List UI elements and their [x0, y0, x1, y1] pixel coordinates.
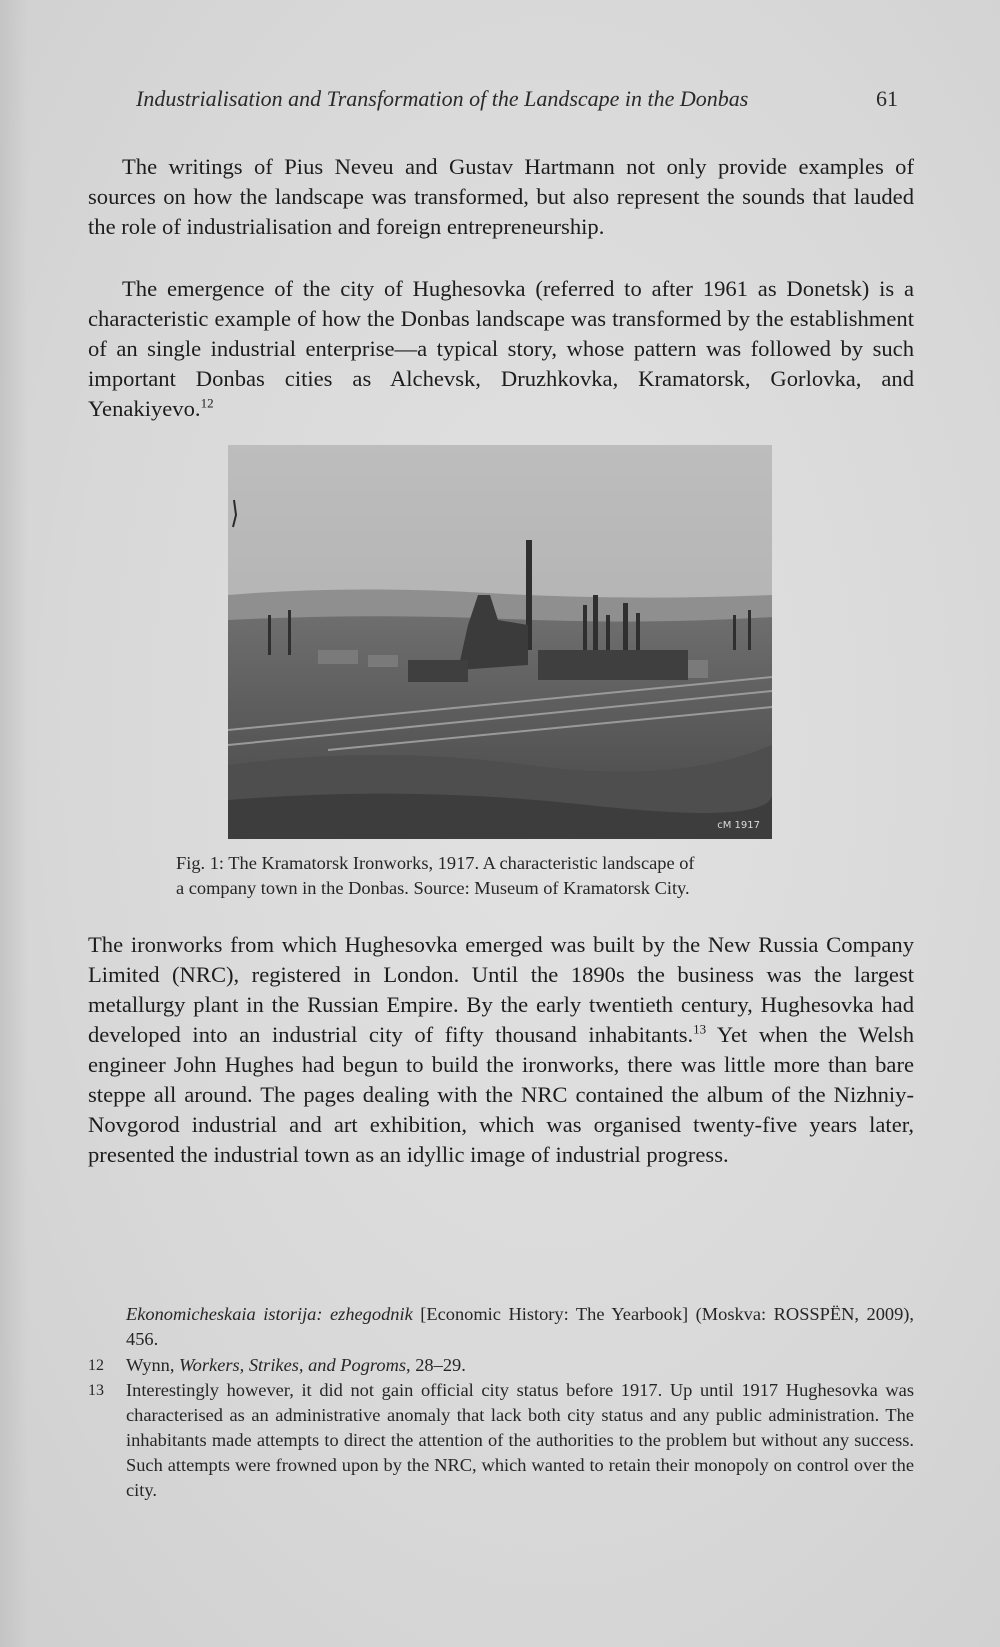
paragraph-3-text-a: The ironworks from which Hughesovka emerged was built by the New Russia Company Limited (NRC), registered in London. Until the 1890s the business was the largest metallurgy plant in the Russian Empire. By the early twentieth century, Hughesovka had developed into an industrial city of fifty thousand inhabitants. [88, 932, 914, 1047]
paragraph-2 [88, 274, 914, 424]
footnote-continued-title: Ekonomicheskaia istorija: ezhegodnik [126, 1304, 413, 1324]
paragraph-3 [88, 930, 914, 1170]
ironworks-photo-image [228, 445, 772, 839]
footnote-12-title: Workers, Strikes, and Pogroms [179, 1355, 407, 1375]
footnote-ref-12: 12 [200, 395, 214, 411]
footnote-13-text: Interestingly however, it did not gain official city status before 1917. Up until 1917 Hughesovka was characterised as an administrative anomaly that lack both city status and any public administration. The inhabitants made attempts to direct the attention of the authorities to the problem but without any success. Such attempts were frowned upon by the NRC, which wanted to retain their monopoly on control over the city. [126, 1380, 914, 1500]
page-number: 61 [876, 86, 898, 111]
footnote-12-text-b: , 28–29. [406, 1355, 466, 1375]
figure-caption-line-2: a company town in the Donbas. Source: Museum of Kramatorsk City. [176, 878, 690, 898]
paragraph-2-text: The emergence of the city of Hughesovka (referred to after 1961 as Donetsk) is a characteristic example of how the Donbas landscape was transformed by the establishment of an single industrial enterprise—a typical story, whose pattern was followed by such important Donbas cities as Alchevsk, Druzhkovka, Kramatorsk, Gorlovka, and Yenakiyevo. [88, 276, 914, 421]
footnote-continued [88, 1302, 914, 1352]
footnote-12-number: 12 [88, 1357, 104, 1374]
footnote-13-number: 13 [88, 1382, 104, 1399]
footnote-ref-13: 13 [693, 1021, 707, 1037]
footnote-continued-text: [Economic History: The Yearbook] (Moskva: ROSSPËN, 2009), 456. [126, 1304, 915, 1349]
figure-caption [176, 851, 826, 901]
footnotes [88, 1302, 914, 1503]
page-gutter-shadow [0, 0, 28, 1647]
footnote-12-text-a: Wynn, [126, 1355, 180, 1375]
footnote-13 [88, 1378, 914, 1503]
paragraph-1: The writings of Pius Neveu and Gustav Hartmann not only provide examples of sources on how the landscape was transformed, but also represent the sounds that lauded the role of industrialisation and foreign entrepreneurship. [88, 154, 914, 239]
footnote-12 [88, 1353, 914, 1378]
running-head-title: Industrialisation and Transformation of the Landscape in the Donbas [136, 86, 749, 111]
running-head [136, 86, 898, 112]
paragraph-3-text-b: Yet when the Welsh engineer John Hughes had begun to build the ironworks, there was little more than bare steppe all around. The pages dealing with the NRC contained the album of the Nizhniy-Novgorod industrial and art exhibition, which was organised twenty-five years later, presented the industrial town as an idyllic image of industrial progress. [88, 1022, 914, 1167]
photo-stamp: сМ 1917 [717, 820, 760, 831]
figure-caption-line-1: Fig. 1: The Kramatorsk Ironworks, 1917. A characteristic landscape of [176, 853, 695, 873]
ironworks-photo [228, 445, 772, 839]
